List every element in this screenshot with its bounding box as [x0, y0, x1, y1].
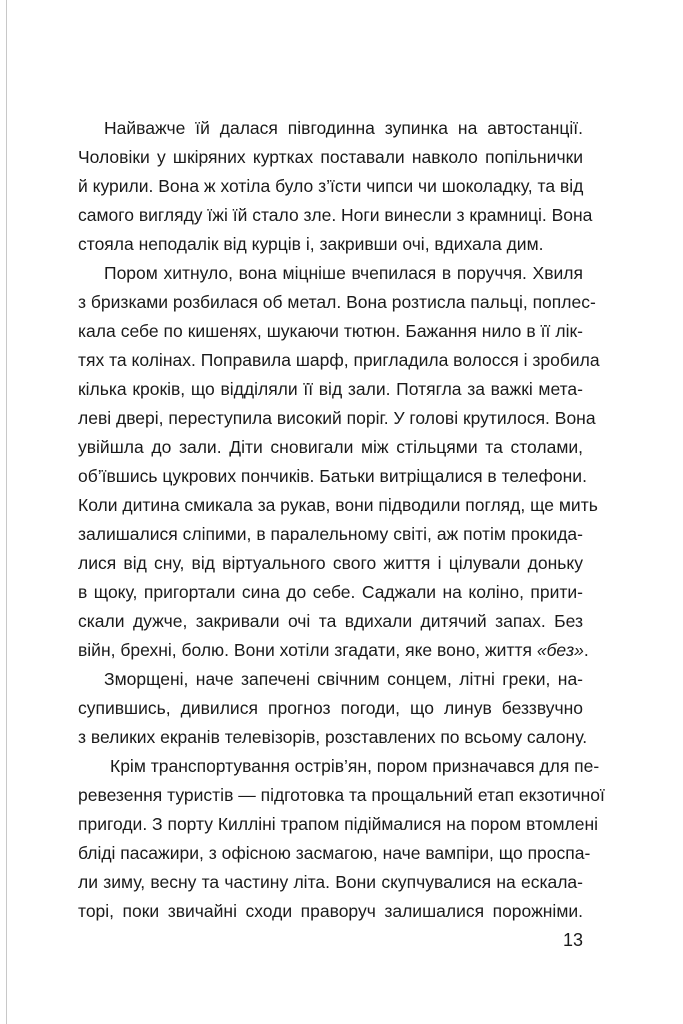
- text-line: леві двері, переступила високий поріг. У голові крутилося. Вона: [78, 408, 596, 428]
- text-line: Найважче їй далася півгодинна зупинка на автостанції.: [104, 118, 583, 138]
- text-line: Коли дитина смикала за рукав, вони підводили погляд, ще мить: [78, 495, 598, 515]
- text-line: пригоди. З порту Килліні трапом підіймалися на пором втомлені: [78, 814, 599, 834]
- text-line: залишалися сліпими, в паралельному світі, аж потім прокида-: [78, 524, 583, 544]
- text-line: й курили. Вона ж хотіла було з’їсти чипси чи шоколадку, та від: [78, 176, 584, 196]
- paragraph-1: [78, 114, 593, 259]
- text-line: Чоловіки у шкіряних куртках поставали навколо попільнички: [78, 147, 583, 167]
- text-line: Зморщені, наче запечені свічним сонцем, літні греки, на-: [104, 669, 583, 689]
- text-line: стояла неподалік від курців і, закривши очі, вдихала дим.: [78, 234, 544, 254]
- paragraph-2: [78, 259, 600, 665]
- text-line: з великих екранів телевізорів, розставлених по всьому салону.: [78, 727, 588, 747]
- text-line: тях та колінах. Поправила шарф, пригладила волосся і зробила: [78, 350, 600, 370]
- page-body: [78, 114, 605, 926]
- text-line: бліді пасажири, з офісною засмагою, наче вампіри, що проспа-: [78, 843, 591, 863]
- page-number: 13: [562, 930, 583, 950]
- text-line: в щоку, пригортали сина до себе. Саджали на коліно, прити-: [78, 582, 583, 602]
- text-line: лися від сну, від віртуального свого життя і цілували доньку: [78, 553, 583, 573]
- text-line: скали дужче, закривали очі та вдихали дитячий запах. Без: [78, 611, 583, 631]
- text-line: Пором хитнуло, вона міцніше вчепилася в поруччя. Хвиля: [104, 263, 583, 283]
- text-segment: .: [583, 640, 589, 660]
- text-line: Крім транспортування острів’ян, пором призначався для пе-: [110, 756, 600, 776]
- text-line-with-italic: [78, 636, 589, 665]
- text-line: кала себе по кишенях, шукаючи тютюн. Бажання нило в її лік-: [78, 321, 583, 341]
- text-line: з бризками розбилася об метал. Вона розтисла пальці, поплес-: [78, 292, 596, 312]
- text-line: об’ївшись цукрових пончиків. Батьки витріщалися в телефони.: [78, 466, 587, 486]
- text-segment: війн, брехні, болю. Вони хотіли згадати, яке воно, життя: [78, 640, 532, 660]
- paragraph-4: [78, 752, 605, 926]
- text-line: супившись, дивилися прогноз погоди, що линув беззвучно: [78, 698, 583, 718]
- text-line: увійшла до зали. Діти сновигали між стільцями та столами,: [78, 437, 583, 457]
- paragraph-3: [78, 665, 588, 752]
- text-line: ли зиму, весну та частину літа. Вони скупчувалися на ескала-: [78, 872, 583, 892]
- italic-word: «без»: [536, 640, 584, 660]
- text-line: ревезення туристів — підготовка та прощальний етап екзотичної: [78, 785, 605, 805]
- text-line: кілька кроків, що відділяли її від зали. Потягла за важкі мета-: [78, 379, 583, 399]
- text-line: торі, поки звичайні сходи праворуч залишалися порожніми.: [78, 901, 583, 921]
- text-line: самого вигляду їжі їй стало зле. Ноги винесли з крамниці. Вона: [78, 205, 593, 225]
- page-edge-line: [6, 0, 7, 1024]
